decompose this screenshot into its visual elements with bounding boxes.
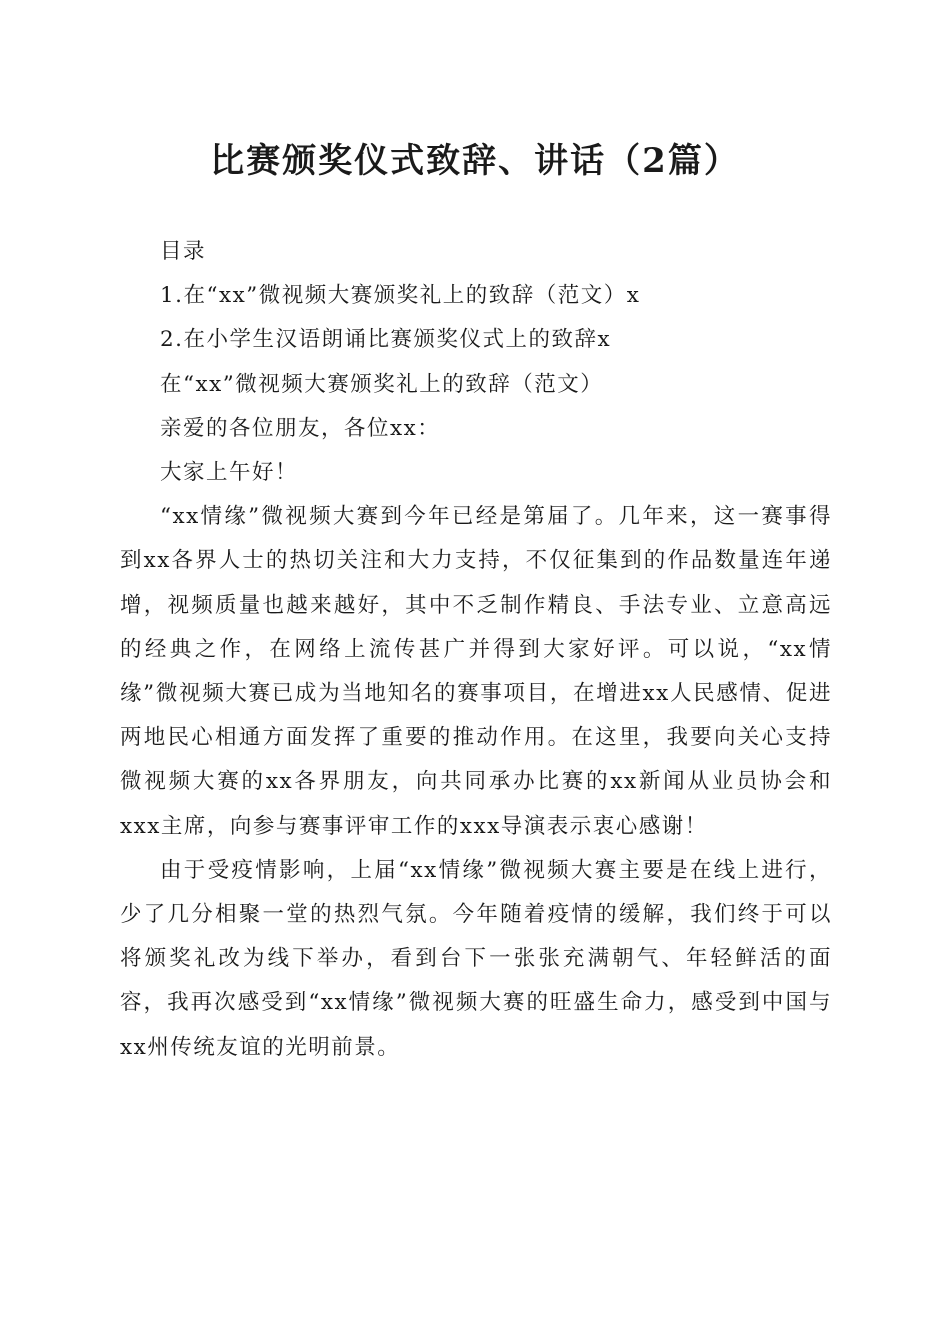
- toc-item: 1.在“xx”微视频大赛颁奖礼上的致辞（范文）x: [160, 283, 641, 309]
- toc-item: 2.在小学生汉语朗诵比赛颁奖仪式上的致辞x: [160, 327, 612, 353]
- document-title: 比赛颁奖仪式致辞、讲话（2篇）: [210, 141, 740, 181]
- speech-paragraph: 由于受疫情影响，上届“xx情缘”微视频大赛主要是在线上进行，少了几分相聚一堂的热烈气氛。今年随着疫情的缓解，我们终于可以将颁奖礼改为线下举办，看到台下一张张充满朝气、年轻鲜活的面容，我再次感受到“xx情缘”微视频大赛的旺盛生命力，感受到中国与xx州传统友谊的光明前景。: [120, 857, 832, 1060]
- toc-heading: 目录: [160, 239, 207, 264]
- speech-salutation: 亲爱的各位朋友，各位xx：: [160, 415, 441, 441]
- document-body: [120, 230, 832, 1070]
- speech-heading: 在“xx”微视频大赛颁奖礼上的致辞（范文）: [160, 371, 604, 397]
- speech-paragraph: “xx情缘”微视频大赛到今年已经是第届了。几年来，这一赛事得到xx各界人士的热切关注和大力支持，不仅征集到的作品数量连年递增，视频质量也越来越好，其中不乏制作精良、手法专业、立意高远的经典之作，在网络上流传甚广并得到大家好评。可以说，“xx情缘”微视频大赛已成为当地知名的赛事项目，在增进xx人民感情、促进两地民心相通方面发挥了重要的推动作用。在这里，我要向关心支持微视频大赛的xx各界朋友，向共同承办比赛的xx新闻从业员协会和xxx主席，向参与赛事评审工作的xxx导演表示衷心感谢！: [120, 504, 832, 839]
- speech-greeting: 大家上午好！: [160, 460, 299, 486]
